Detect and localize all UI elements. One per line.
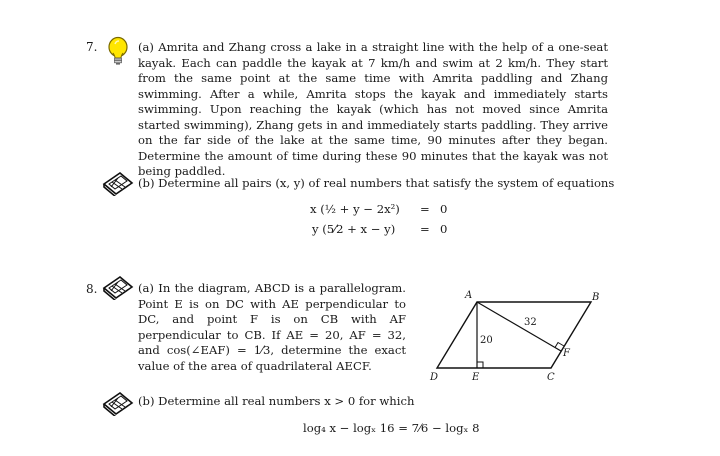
question-8a-text: (a) In the diagram, ABCD is a parallelogram. Point E is on DC with AE perpendicular to DC, and point F is on CB with AF perpendicular to CB. If AE = 20, AF = 32, and cos(∠EAF) = 1⁄3, determine the exact value of the area of quadrilateral AECF.	[138, 281, 406, 373]
question-7-number: 7.	[86, 40, 98, 54]
right-angle-e	[477, 362, 483, 368]
equation-2-equals: =	[420, 222, 430, 236]
label-a: A	[465, 290, 473, 301]
label-b: B	[592, 292, 600, 303]
lightbulb-icon[interactable]	[104, 36, 132, 66]
label-ae-length: 20	[480, 335, 493, 346]
question-8b-text: (b) Determine all real numbers x > 0 for which	[138, 394, 415, 408]
label-e: E	[472, 372, 480, 383]
question-8-number: 8.	[86, 282, 98, 296]
calculator-icon	[101, 170, 135, 196]
equation-1-rhs: 0	[440, 202, 448, 216]
label-c: C	[547, 372, 555, 383]
equation-1-equals: =	[420, 202, 430, 216]
equation-2-rhs: 0	[440, 222, 448, 236]
calculator-icon	[101, 274, 135, 300]
log-equation: log₄ x − logₓ 16 = 7⁄6 − logₓ 8	[303, 421, 480, 435]
question-7b-text: (b) Determine all pairs (x, y) of real numbers that satisfy the system of equations	[138, 176, 615, 190]
right-angle-f	[555, 343, 564, 348]
label-af-length: 32	[524, 317, 537, 328]
question-7a-text: (a) Amrita and Zhang cross a lake in a straight line with the help of a one-seat kayak. Each can paddle the kayak at 7 km/h and swim at 2 km/h. They start from the same point at the same time with Amrita paddling and Zhang swimming. After a while, Amrita stops the kayak and immediately starts swimming. Upon reaching the kayak (which has not moved since Amrita started swimming), Zhang gets in and immediately starts paddling. They arrive on the far side of the lake at the same time, 90 minutes after they began. Determine the amount of time during these 90 minutes that the kayak was not being paddled.	[138, 40, 608, 178]
equation-2-lhs: y (5⁄2 + x − y)	[312, 222, 396, 236]
label-f: F	[563, 348, 570, 359]
calculator-icon	[101, 390, 135, 416]
label-d: D	[430, 372, 439, 383]
equation-1-lhs: x (½ + y − 2x²)	[310, 202, 400, 216]
parallelogram-diagram	[425, 288, 605, 388]
